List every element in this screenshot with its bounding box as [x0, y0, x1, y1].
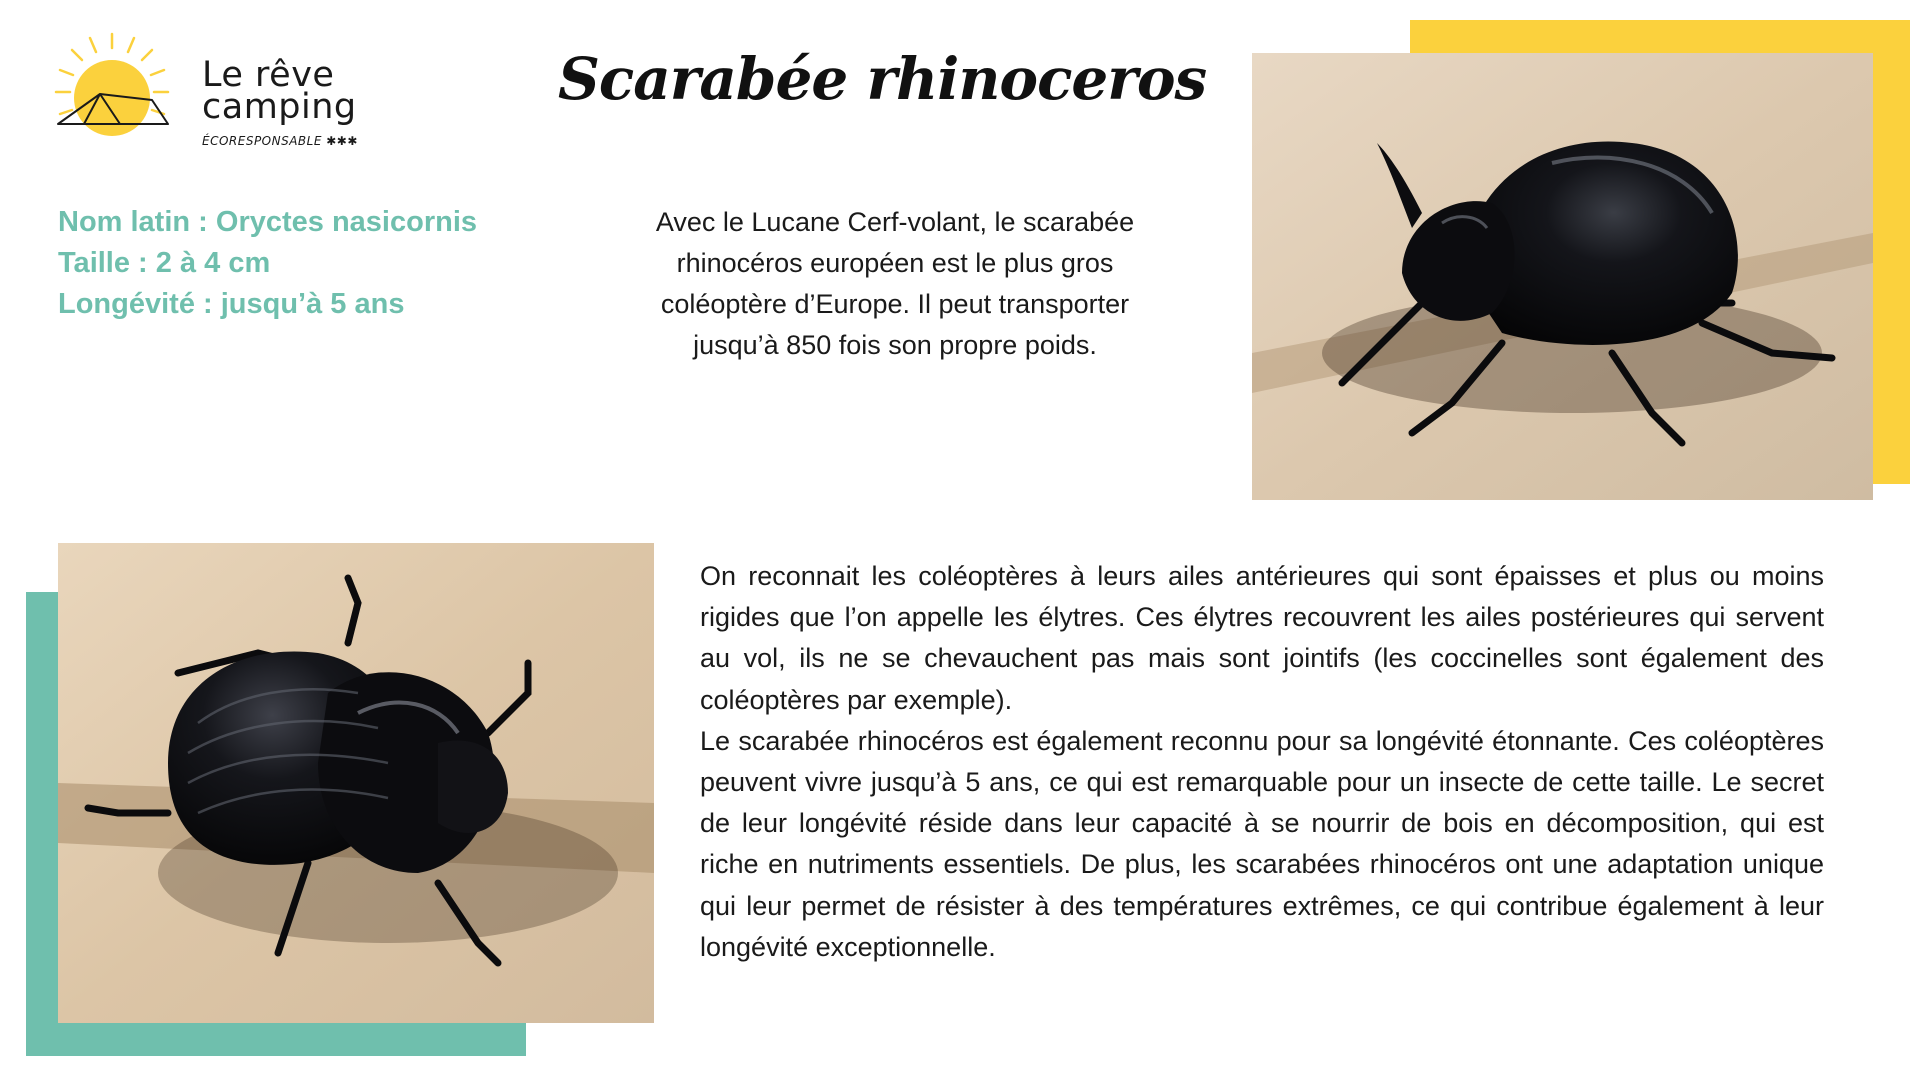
logo-tagline: ÉCORESPONSABLE ✱✱✱	[202, 134, 358, 148]
fact-size: Taille : 2 à 4 cm	[58, 247, 271, 279]
rhinoceros-beetle-top-photo	[58, 543, 654, 1023]
logo	[40, 26, 360, 148]
body-paragraph-longevity: Le scarabée rhinocéros est également reconnu pour sa longévité étonnante. Ces coléoptères peuvent vivre jusqu’à 5 ans, ce qui est remarquable pour un insecte de cette taille. Le secret de leur longévité réside dans leur capacité à se nourrir de bois en décomposition, qui est riche en nutriments essentiels. De plus, les scarabées rhinocéros ont une adaptation unique qui leur permet de résister à des températures extrêmes, ce qui contribue également à leur longévité exceptionnelle.	[700, 725, 1824, 962]
logo-text-line1: Le rêve	[202, 55, 335, 95]
logo-text-line2: camping	[202, 87, 357, 127]
species-facts	[58, 202, 578, 325]
body-text	[700, 556, 1824, 968]
rhinoceros-beetle-side-photo	[1252, 53, 1873, 500]
fact-latin-name: Nom latin : Oryctes nasicornis	[58, 206, 478, 238]
fact-longevity: Longévité : jusqu’à 5 ans	[58, 288, 405, 320]
intro-paragraph: Avec le Lucane Cerf-volant, le scarabée rhinocéros européen est le plus gros coléoptère d’Europe. Il peut transporter jusqu’à 850 fois son propre poids.	[655, 207, 1135, 360]
page-title: Scarabée rhinoceros	[558, 45, 1207, 113]
sun-tent-icon	[40, 26, 200, 136]
body-paragraph-elytra: On reconnait les coléoptères à leurs ailes antérieures qui sont épaisses et plus ou moins rigides que l’on appelle les élytres. Ces élytres recouvrent les ailes postérieures qui servent au vol, ils ne se chevauchent pas mais sont jointifs (les coccinelles sont également des coléoptères par exemple).	[700, 561, 1824, 715]
